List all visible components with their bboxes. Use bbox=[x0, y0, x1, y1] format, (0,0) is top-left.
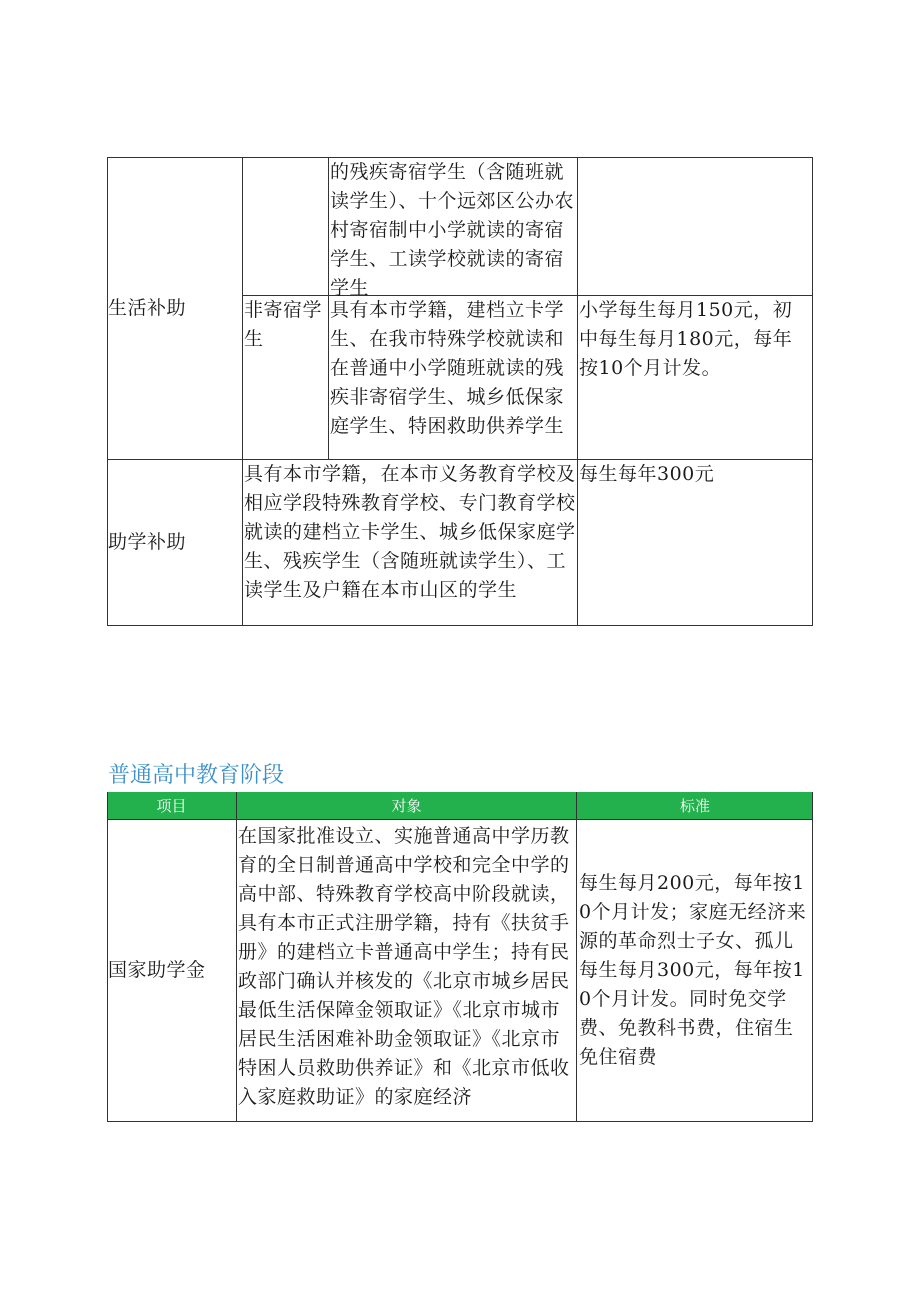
header-standard: 标准 bbox=[577, 792, 813, 819]
national-grant-label: 国家助学金 bbox=[108, 959, 206, 981]
study-subsidy-standard: 每生每年300元 bbox=[579, 463, 715, 485]
table1-col-divider-3 bbox=[577, 157, 578, 626]
header-object: 对象 bbox=[237, 792, 576, 819]
national-grant-standard-cell bbox=[579, 820, 809, 1121]
table2-col-divider-1 bbox=[236, 792, 237, 1122]
national-grant-object: 在国家批准设立、实施普通高中学历教育的全日制普通高中学校和完全中学的高中部、特殊教育学校高中阶段就读，具有本市正式注册学籍，持有《扶贫手册》的建档立卡普通高中学生；持有民政部门确认并核发的《北京市城乡居民最低生活保障金领取证》《北京市城市居民生活困难补助金领取证》《北京市特困人员救助供养证》和《北京市低收入家庭救助证》的家庭经济 bbox=[238, 825, 570, 1108]
national-grant-standard: 每生每月200元，每年按10个月计发；家庭无经济来源的革命烈士子女、孤儿每生每月300元，每年按10个月计发。同时免交学费、免教科书费，住宿生免住宿费 bbox=[579, 872, 807, 1068]
table1-border-right bbox=[812, 157, 813, 626]
non-boarding-text: 具有本市学籍，建档立卡学生、在我市特殊学校就读和在普通中小学随班就读的残疾非寄宿学生、城乡低保家庭学生、特困救助供养学生 bbox=[330, 299, 565, 437]
table2-border-right bbox=[812, 792, 813, 1122]
living-allowance-label: 生活补助 bbox=[108, 297, 187, 319]
boarding-students-text: 的残疾寄宿学生（含随班就读学生）、十个远郊区公办农村寄宿制中小学就读的寄宿学生、工读学校就读的寄宿学生 bbox=[330, 161, 575, 299]
study-subsidy-label: 助学补助 bbox=[108, 531, 187, 553]
study-subsidy-category bbox=[108, 460, 238, 625]
table1-col-divider-2 bbox=[328, 157, 329, 459]
non-boarding-standard: 小学每生每月150元，初中每生每月180元，每年按10个月计发。 bbox=[579, 299, 793, 379]
non-boarding-label: 非寄宿学生 bbox=[244, 299, 323, 350]
table2-border-bottom bbox=[107, 1121, 813, 1122]
table1-border-bottom bbox=[107, 625, 813, 626]
living-allowance-category bbox=[108, 158, 238, 459]
table2-col-divider-2 bbox=[576, 792, 577, 1122]
national-grant-category bbox=[108, 820, 234, 1121]
table1-col-divider-1 bbox=[242, 157, 243, 626]
study-subsidy-text: 具有本市学籍，在本市义务教育学校及相应学段特殊教育学校、专门教育学校就读的建档立卡学生、城乡低保家庭学生、残疾学生（含随班就读学生）、工读学生及户籍在本市山区的学生 bbox=[244, 463, 576, 601]
header-item: 项目 bbox=[107, 792, 236, 819]
section-title: 普通高中教育阶段 bbox=[108, 763, 285, 788]
